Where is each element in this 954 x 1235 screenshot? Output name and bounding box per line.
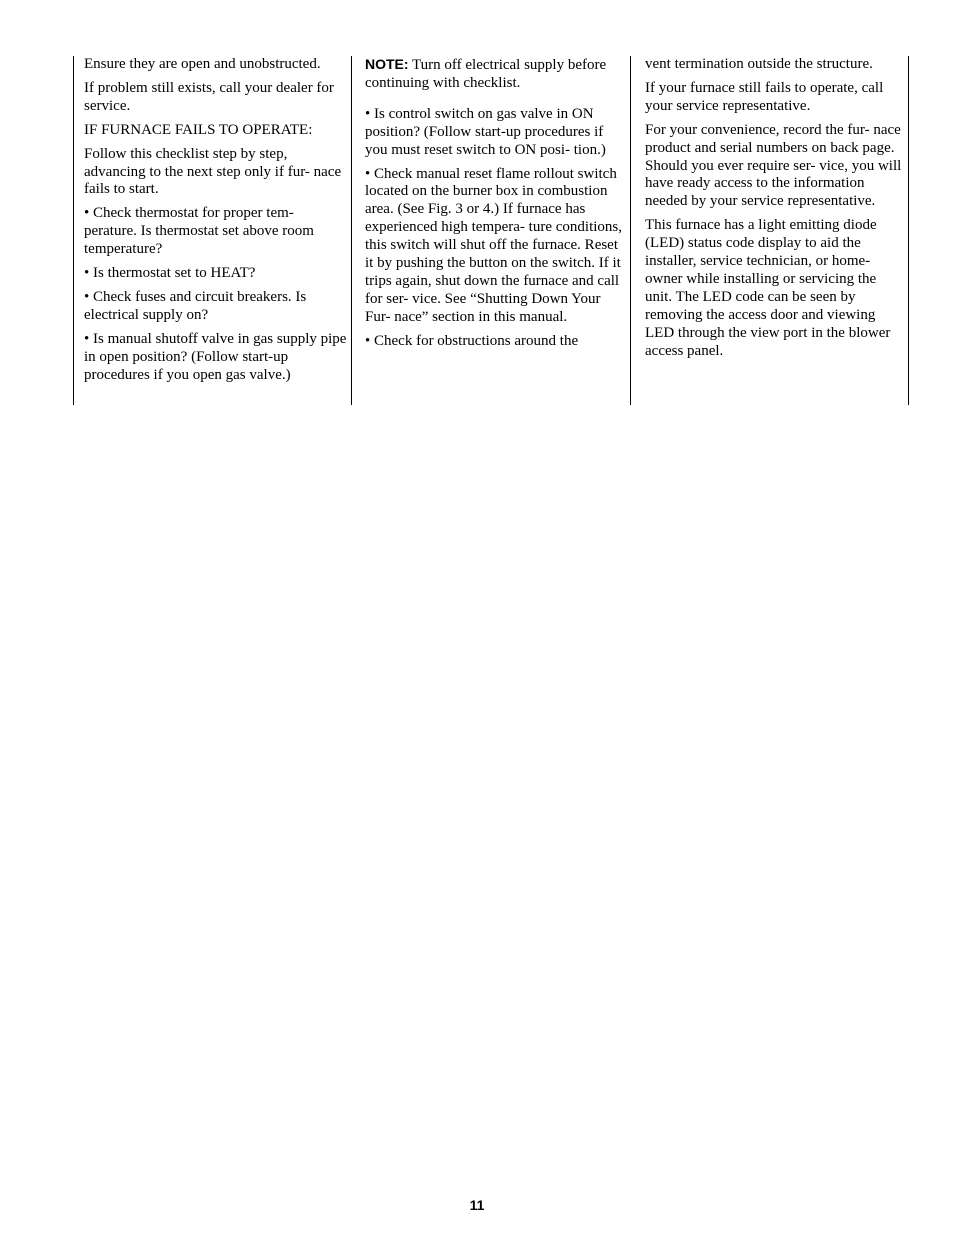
paragraph: vent termination outside the structure.	[645, 56, 873, 72]
checklist-item: • Is manual shutoff valve in gas supply pipe in open position? (Follow start-up procedures if you open gas valve.)	[84, 330, 347, 383]
note	[365, 56, 631, 93]
paragraph: This furnace has a light emitting diode (LED) status code display to aid the installer, service technician, or home- owner while installing or servicing the unit. The LED code can be seen by removing the access door and viewing LED through the view port in the blower access panel.	[645, 217, 891, 359]
paragraph: For your convenience, record the fur- nace product and serial numbers on back page. Should you ever require ser- vice, you will have ready access to the information needed by your service representative.	[645, 121, 902, 210]
paragraph: If problem still exists, call your dealer for service.	[84, 79, 334, 114]
column-3	[630, 56, 909, 405]
checklist-item: • Check thermostat for proper tem- perature. Is thermostat set above room temperature?	[84, 205, 314, 258]
checklist-item: • Is thermostat set to HEAT?	[84, 265, 256, 282]
checklist-item: • Is control switch on gas valve in ON position? (Follow start-up procedures if you must reset switch to ON posi- tion.)	[365, 105, 606, 158]
column-2	[351, 56, 631, 405]
section-heading: IF FURNACE FAILS TO OPERATE:	[84, 121, 313, 138]
column-1	[73, 56, 352, 405]
note-label: NOTE:	[365, 56, 409, 72]
paragraph: Ensure they are open and unobstructed.	[84, 56, 321, 72]
note-text: Turn off electrical supply before continuing with checklist.	[365, 57, 607, 91]
paragraph: If your furnace still fails to operate, call your service representative.	[645, 79, 884, 114]
checklist-item: • Check manual reset flame rollout switch located on the burner box in combustion area. (See Fig. 3 or 4.) If furnace has experienced high tempera- ture conditions, this switch will shut off the furnace. Reset it by pushing the button on the switch. If it trips again, shut down the furnace and call for ser- vice. See “Shutting Down Your Fur- nace” section in this manual.	[365, 165, 622, 325]
page-number: 11	[469, 1197, 485, 1213]
paragraph: Follow this checklist step by step, advancing to the next step only if fur- nace fails to start.	[84, 145, 342, 198]
checklist-item: • Check fuses and circuit breakers. Is electrical supply on?	[84, 288, 307, 323]
checklist-item: • Check for obstructions around the	[365, 332, 579, 349]
